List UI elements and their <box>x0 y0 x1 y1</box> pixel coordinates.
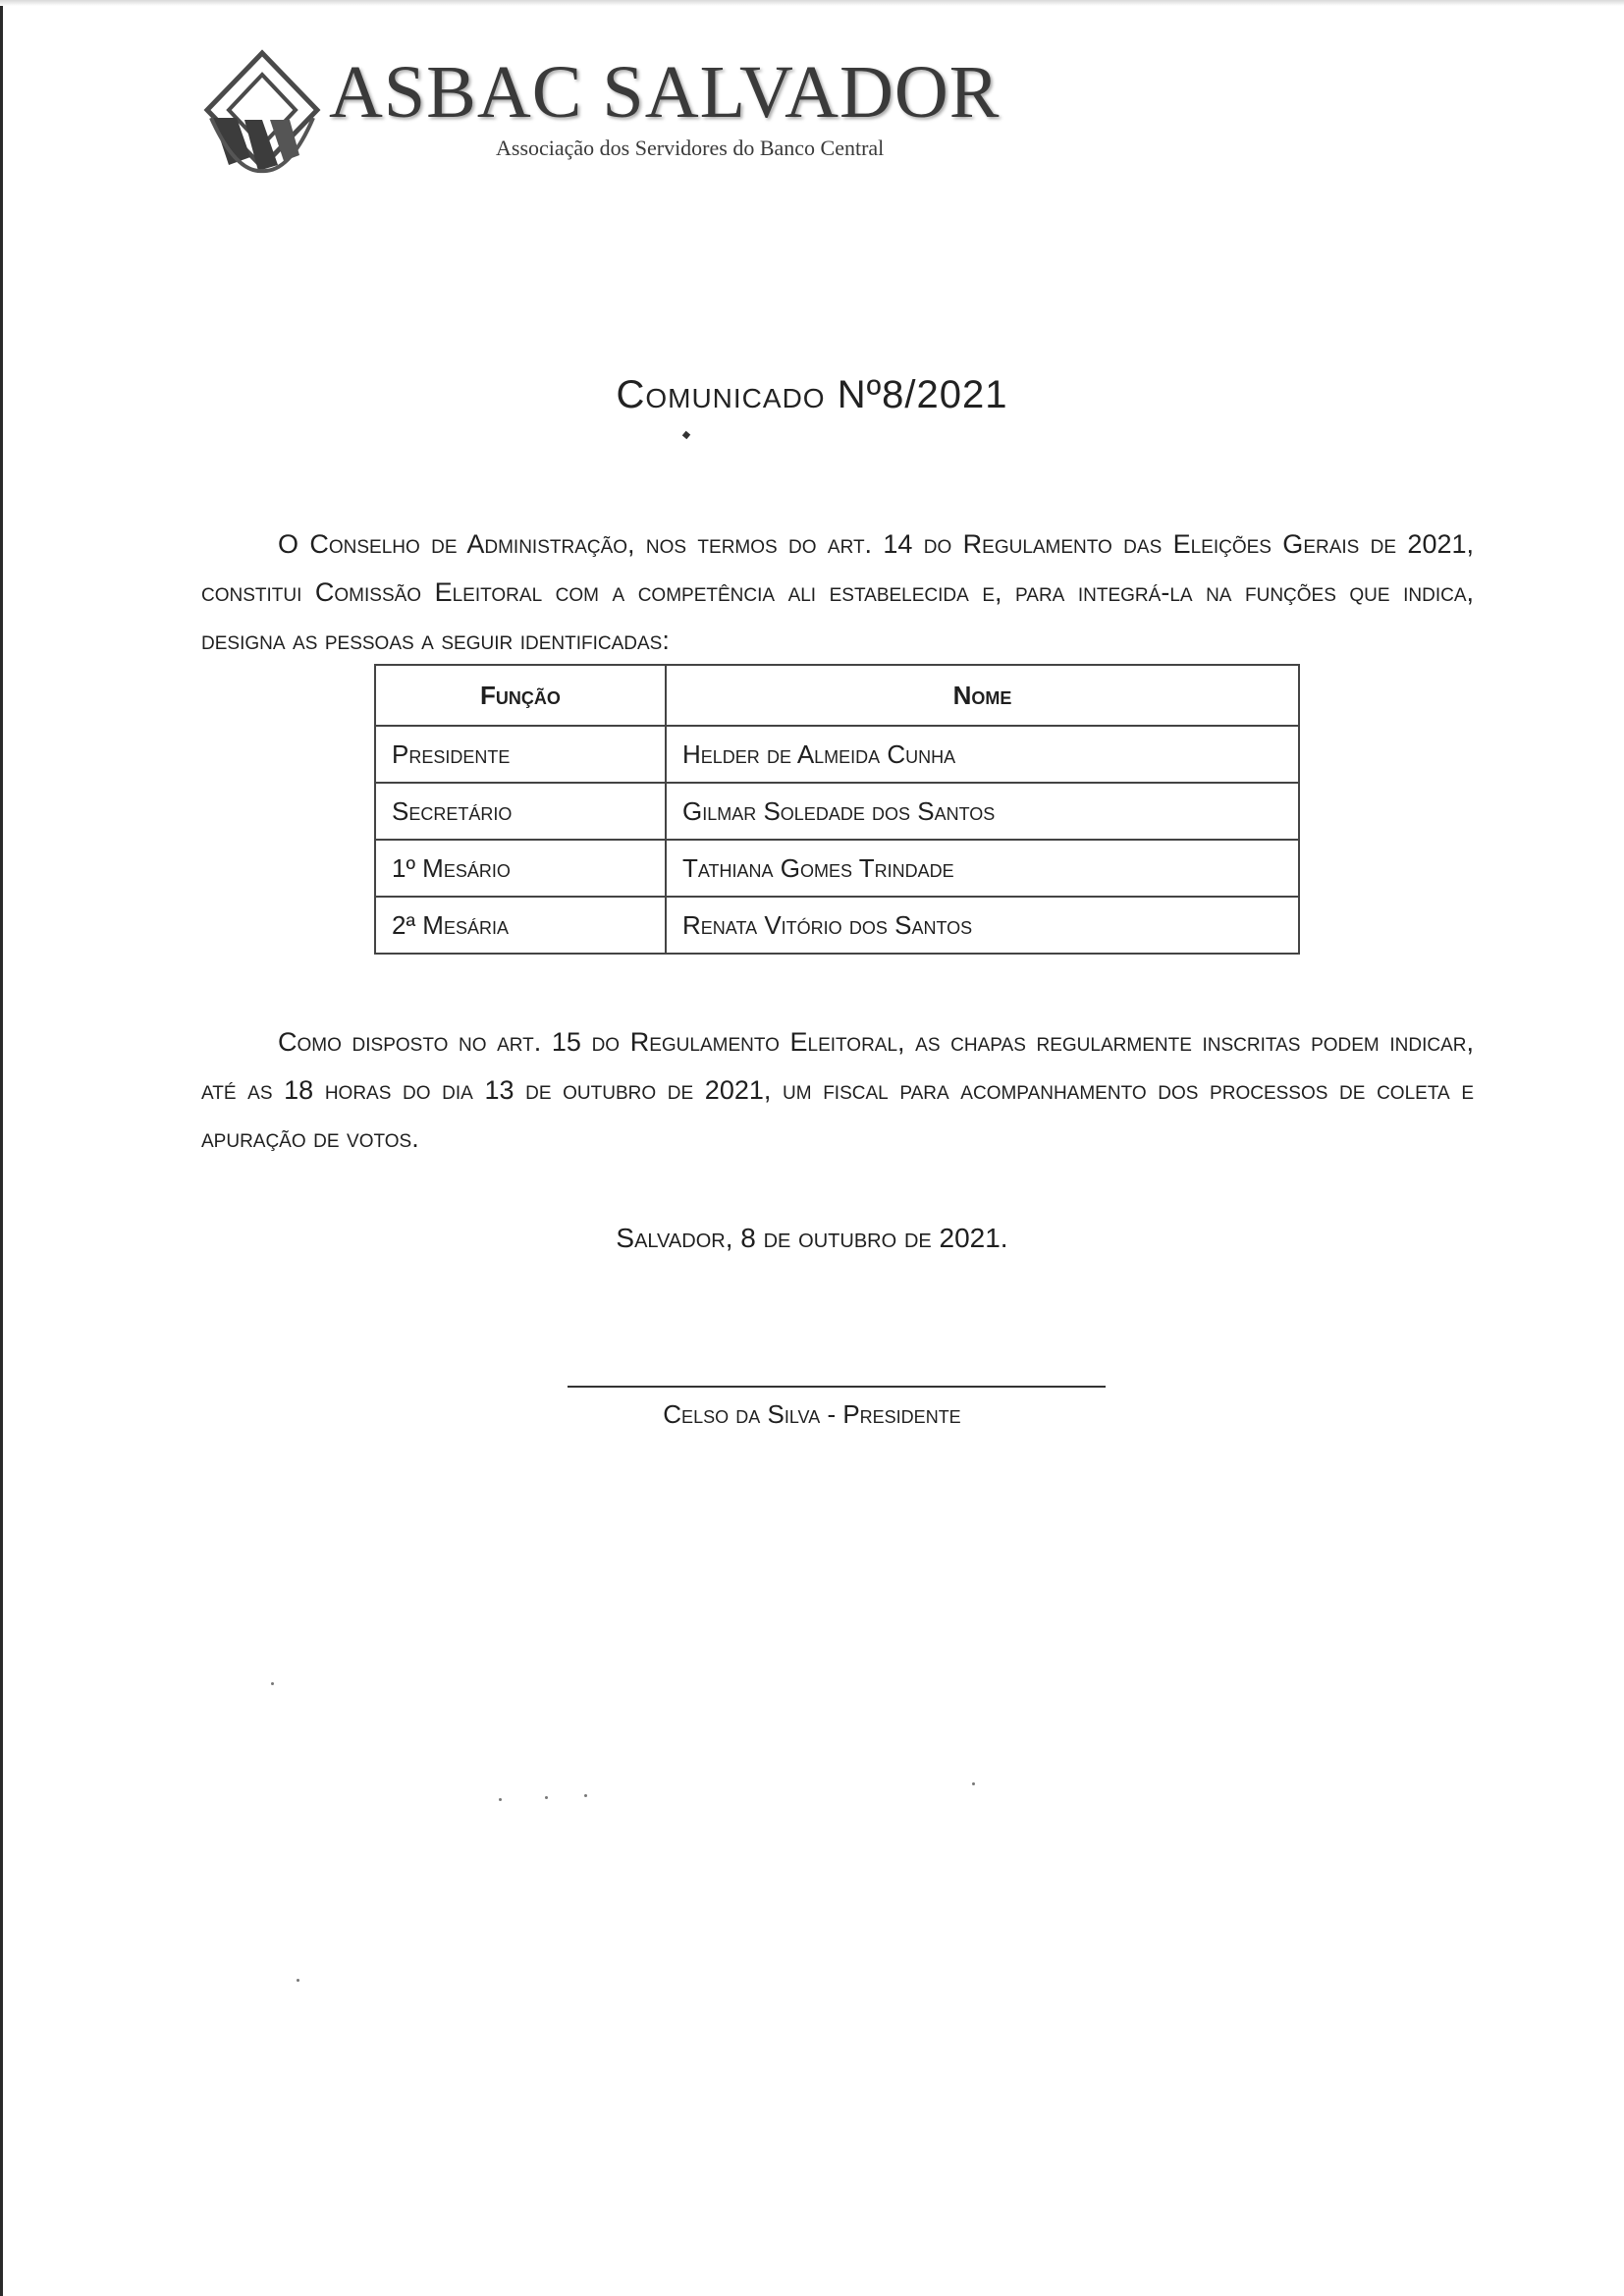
scan-speck <box>297 1979 299 1982</box>
commission-table <box>374 664 1300 955</box>
name-cell: Tathiana Gomes Trindade <box>666 840 1299 897</box>
scan-speck <box>545 1796 548 1799</box>
scan-mark <box>682 431 690 439</box>
scan-speck <box>499 1798 502 1801</box>
name-cell: Gilmar Soledade dos Santos <box>666 783 1299 840</box>
table-header-role: Função <box>375 665 666 726</box>
scan-speck <box>271 1682 274 1685</box>
organization-name: ASBAC SALVADOR <box>329 51 1001 134</box>
name-cell: Helder de Almeida Cunha <box>666 726 1299 783</box>
table-row <box>375 840 1299 897</box>
role-cell: 2ª Mesária <box>375 897 666 954</box>
paragraph-inspectors: Como disposto no art. 15 do Regulamento Eleitoral, as chapas regularmente inscritas podem indicar, até as 18 horas do dia 13 de outubro de 2021, um fiscal para acompanhamento dos processos de coleta e apuração de votos. <box>201 1027 1474 1153</box>
role-cell: Secretário <box>375 783 666 840</box>
scan-shadow <box>0 0 1624 6</box>
signature-line <box>568 1386 1106 1388</box>
name-cell: Renata Vitório dos Santos <box>666 897 1299 954</box>
scan-edge <box>0 0 3 2296</box>
table-row <box>375 897 1299 954</box>
table-row <box>375 726 1299 783</box>
organization-subtitle: Associação dos Servidores do Banco Central <box>496 136 885 160</box>
paragraph-commission: O Conselho de Administração, nos termos do art. 14 do Regulamento das Eleições Gerais de 2021, constitui Comissão Eleitoral com a competência ali estabelecida e, para integrá-la na funções que indica, designa as pessoas a seguir identificadas: <box>201 529 1474 655</box>
asbac-logo-icon <box>201 49 324 177</box>
role-cell: Presidente <box>375 726 666 783</box>
document-title: Comunicado Nº8/2021 <box>616 373 1008 416</box>
table-row <box>375 783 1299 840</box>
place-and-date: Salvador, 8 de outubro de 2021. <box>616 1223 1008 1253</box>
scan-speck <box>584 1794 587 1797</box>
letterhead <box>201 49 1001 177</box>
role-cell: 1º Mesário <box>375 840 666 897</box>
signer-name: Celso da Silva - Presidente <box>663 1399 961 1429</box>
table-header-name: Nome <box>666 665 1299 726</box>
scan-speck <box>972 1782 975 1785</box>
table-header-row <box>375 665 1299 726</box>
